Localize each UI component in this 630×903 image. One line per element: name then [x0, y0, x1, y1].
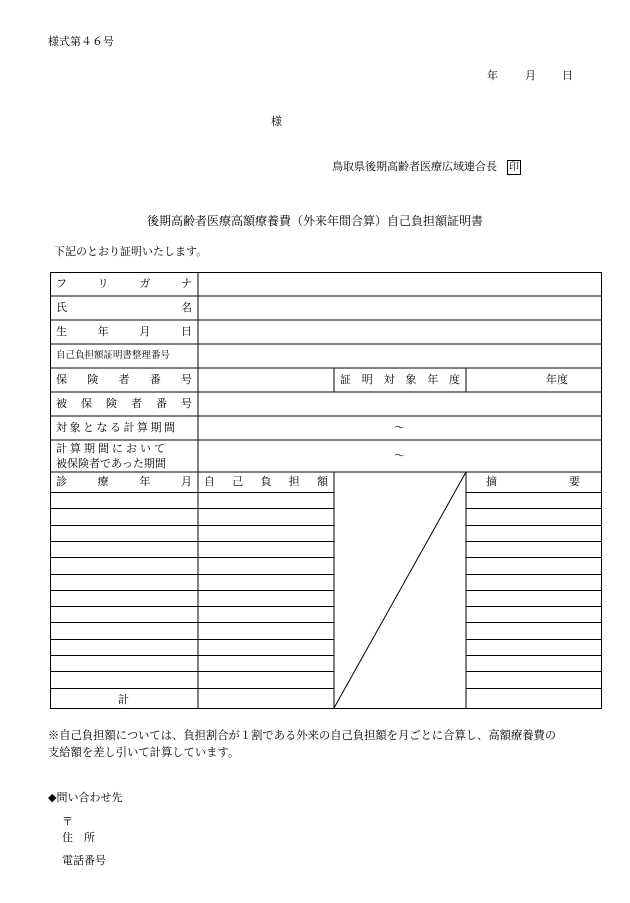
label-cert-number: 自己負担額証明書整理番号 [56, 350, 171, 361]
document-title: 後期高齢者医療高額療養費（外来年間合算）自己負担額証明書 [146, 214, 483, 228]
note-line-2: 支給額を差し引いて計算しています。 [48, 746, 240, 759]
label-name: 氏 名 [56, 301, 192, 314]
col-header-amount: 自 己 負 担 額 [204, 475, 328, 488]
col-header-month: 診 療 年 月 [56, 475, 192, 488]
certificate-table [50, 272, 602, 710]
note-line-1: ※自己負担額については、負担割合が１割である外来の自己負担額を月ごとに合算し、高額療養費の [48, 729, 557, 742]
label-insured-period-2: 被保険者であった期間 [56, 457, 166, 470]
label-insurer-number: 保 険 者 番 号 [56, 373, 192, 386]
insured-period-tilde: ～ [394, 449, 405, 462]
address-label: 住 所 [62, 831, 95, 844]
date-month: 月 [525, 69, 536, 82]
issuer-name: 鳥取県後期高齢者医療広域連合長 [332, 160, 497, 173]
postal-mark: 〒 [62, 815, 73, 828]
contact-heading: ◆問い合わせ先 [48, 791, 123, 804]
seal-box: 印 [509, 162, 519, 173]
label-furigana: フ リ ガ ナ [56, 277, 192, 290]
label-insured-number: 被 保 険 者 番 号 [56, 397, 192, 410]
label-birthdate: 生 年 月 日 [56, 325, 192, 338]
total-label: 計 [118, 693, 129, 706]
label-cert-year: 証 明 対 象 年 度 [340, 373, 460, 386]
cert-year-value: 年度 [546, 373, 568, 386]
issuer [332, 158, 521, 175]
phone-label: 電話番号 [62, 854, 106, 867]
col-header-remarks: 摘 要 [486, 475, 580, 488]
label-calc-period: 対象となる計算期間 [56, 421, 178, 434]
calc-period-tilde: ～ [394, 421, 405, 434]
label-insured-period-1: 計算期間において [56, 442, 168, 455]
form-number: 様式第４６号 [48, 35, 114, 48]
intro-text: 下記のとおり証明いたします。 [54, 245, 208, 258]
date-day: 日 [562, 69, 573, 82]
date-year: 年 [487, 69, 498, 82]
addressee-suffix: 様 [271, 115, 282, 128]
